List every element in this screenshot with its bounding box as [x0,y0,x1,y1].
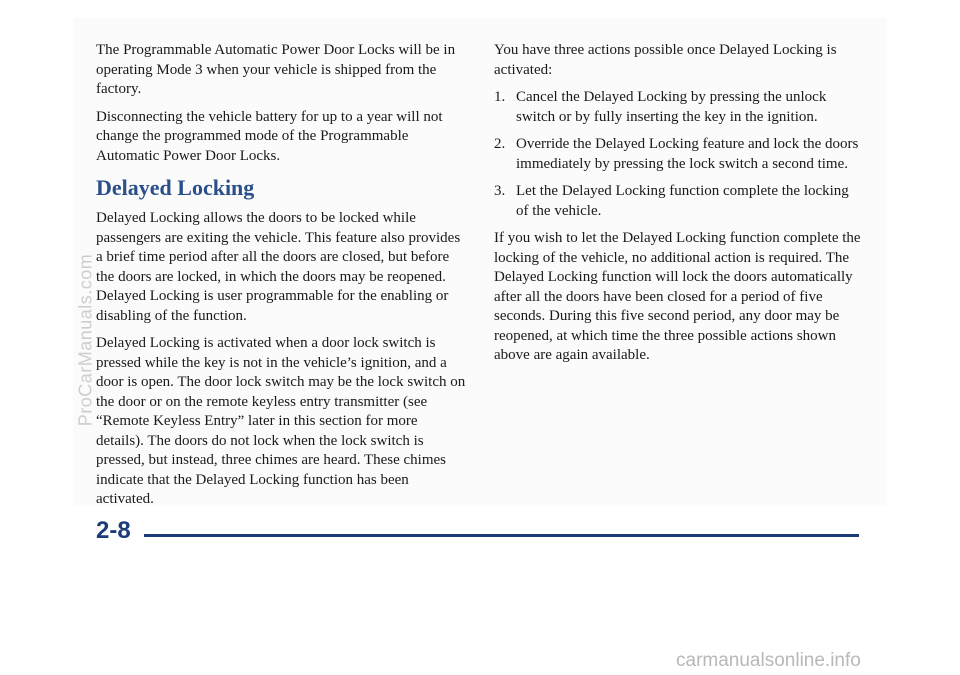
list-item [494,182,864,221]
list-item-text: Cancel the Delayed Locking by pressing the unlock switch or by fully inserting the key in the ignition. [516,89,827,125]
list-item-number: 2. [494,136,506,152]
page-number: 2-8 [96,517,131,544]
list-item [494,135,864,174]
actions-intro-paragraph: You have three actions possible once Delayed Locking is activated: [494,42,837,78]
left-column [96,41,466,518]
section-heading: Delayed Locking [96,175,255,200]
page-footer [96,517,860,547]
closing-paragraph: If you wish to let the Delayed Locking function complete the locking of the vehicle, no additional action is required. The Delayed Locking function will lock the doors automatically after all the doors have been closed for a period of five seconds. During this five second period, any door may be reopened, at which time the three possible actions shown above are again available. [494,230,861,363]
list-item-text: Let the Delayed Locking function complete the locking of the vehicle. [516,183,849,219]
delayed-locking-activation-paragraph: Delayed Locking is activated when a door lock switch is pressed while the key is not in the vehicle’s ignition, and a door is open. The door lock switch may be the lock switch on the door or on the remote keyless entry transmitter (see “Remote Keyless Entry” later in this section for more details). The doors do not lock when the lock switch is pressed, but instead, three chimes are heard. These chimes indicate that the Delayed Locking function has been activated. [96,335,466,507]
list-item [494,88,864,127]
watermark: ProCarManuals.com [75,253,96,427]
list-item-number: 3. [494,183,506,199]
list-item-number: 1. [494,89,506,105]
battery-paragraph: Disconnecting the vehicle battery for up to a year will not change the programmed mode of the Programmable Automatic Power Door Locks. [96,108,443,164]
footer-rule [144,534,859,537]
right-column [494,41,864,374]
actions-list [494,88,864,221]
mode-paragraph: The Programmable Automatic Power Door Locks will be in operating Mode 3 when your vehicle is shipped from the factory. [96,42,456,97]
list-item-text: Override the Delayed Locking feature and lock the doors immediately by pressing the lock switch a second time. [516,136,859,172]
delayed-locking-intro-paragraph: Delayed Locking allows the doors to be locked while passengers are exiting the vehicle. This feature also provides a brief time period after all the doors are closed, but before the doors are locked, in which the doors may be reopened. Delayed Locking is user programmable for the enabling or disabling of the function. [96,210,461,324]
site-footer-link[interactable]: carmanualsonline.info [676,650,861,671]
